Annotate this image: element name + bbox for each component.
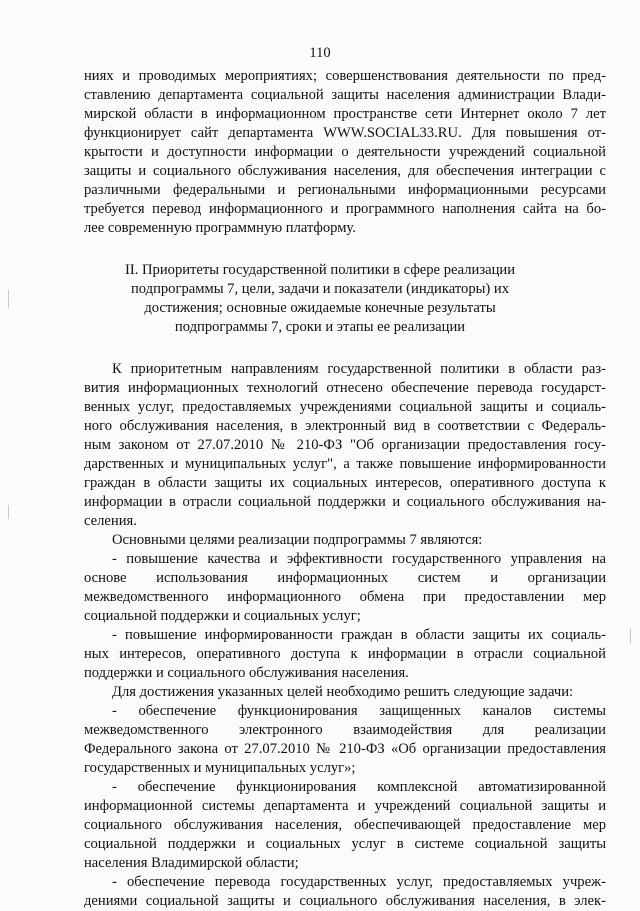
body-text-line: граждан в области защиты их социальных интересов, оперативного доступа к	[84, 475, 606, 491]
body-text-line: ных интересов, оперативного доступа к информации в отрасли социальной	[84, 646, 606, 662]
body-text-line: - повышение информированности граждан в области защиты их социаль-	[112, 627, 606, 643]
body-text-line: функционирует сайт департамента WWW.SOCIAL33.RU. Для повышения от-	[84, 125, 606, 141]
body-text-line: К приоритетным направлениям государственной политики в области раз-	[112, 361, 606, 377]
body-text-line: венных услуг, предоставляемых учреждениями социальной защиты и социаль-	[84, 399, 606, 415]
body-text-line: различными федеральными и региональными информационными ресурсами	[84, 182, 606, 198]
body-text-line: ставлению департамента социальной защиты населения администрации Влади-	[84, 87, 606, 103]
section-heading-line: II. Приоритеты государственной политики в сфере реализации	[124, 262, 516, 278]
body-text-line: - обеспечение функционирования защищенных каналов системы	[112, 703, 606, 719]
body-text-line: - обеспечение функционирования комплексной автоматизированной	[112, 779, 606, 795]
page-number: 110	[309, 45, 331, 61]
body-text-line: ным законом от 27.07.2010 № 210-ФЗ "Об организации предоставления госу-	[84, 437, 606, 453]
body-text-line: информационной системы департамента и учреждений социальной защиты и	[84, 798, 606, 814]
body-text-line: Федерального закона от 27.07.2010 № 210-ФЗ «Об организации предоставления	[84, 741, 606, 757]
body-text-line: мирской области в информационном пространстве сети Интернет около 7 лет	[84, 106, 606, 122]
section-heading-line: подпрограммы 7, сроки и этапы ее реализации	[174, 319, 466, 335]
body-text-line: социального обслуживания населения, обеспечивающей предоставление мер	[84, 817, 606, 833]
body-text-line: социальной поддержки и социальных услуг в системе социальной защиты	[84, 836, 606, 852]
body-text-line: лее современную программную платформу.	[84, 220, 356, 236]
body-text-line: селения.	[84, 513, 137, 529]
body-text-line: основе использования информационных систем и организации	[84, 570, 606, 586]
body-text-line: вития информационных технологий отнесено обеспечение перевода государст-	[84, 380, 606, 396]
scan-edge-mark	[8, 505, 9, 519]
body-text-line: Для достижения указанных целей необходимо решить следующие задачи:	[112, 684, 574, 700]
body-text-line: крытости и доступности информации о деятельности учреждений социальной	[84, 144, 606, 160]
body-text-line: информации в отрасли социальной поддержки и социального обслуживания на-	[84, 494, 606, 510]
body-text-line: - обеспечение перевода государственных услуг, предоставляемых учреж-	[112, 874, 606, 890]
body-text-line: поддержки и социального обслуживания населения.	[84, 665, 409, 681]
body-text-line: дениями социальной защиты и социального обслуживания населения, в элек-	[84, 893, 606, 909]
body-text-line: межведомственного информационного обмена при предоставлении мер	[84, 589, 606, 605]
body-text-line: требуется перевод информационного и программного наполнения сайта на бо-	[84, 201, 606, 217]
body-text-line: ного обслуживания населения, в электронный вид в соответствии с Федераль-	[84, 418, 606, 434]
section-heading-line: достижения; основные ожидаемые конечные результаты	[144, 300, 496, 316]
body-text-line: защиты и социального обслуживания населения, для обеспечения интеграции с	[84, 163, 606, 179]
section-heading-line: подпрограммы 7, цели, задачи и показатели (индикаторы) их	[130, 281, 510, 297]
scan-edge-mark	[630, 628, 631, 644]
body-text-line: дарственных и муниципальных услуг", а также повышение информированности	[84, 456, 606, 472]
body-text-line: государственных и муниципальных услуг»;	[84, 760, 356, 776]
body-text-line: ниях и проводимых мероприятиях; совершенствования деятельности по пред-	[84, 68, 606, 84]
body-text-line: - повышение качества и эффективности государственного управления на	[112, 551, 606, 567]
body-text-line: Основными целями реализации подпрограммы 7 являются:	[112, 532, 483, 548]
body-text-line: межведомственного электронного взаимодействия для реализации	[84, 722, 606, 738]
body-text-line: социальной поддержки и социальных услуг;	[84, 608, 361, 624]
scan-edge-mark	[8, 290, 9, 308]
body-text-line: населения Владимирской области;	[84, 855, 299, 871]
